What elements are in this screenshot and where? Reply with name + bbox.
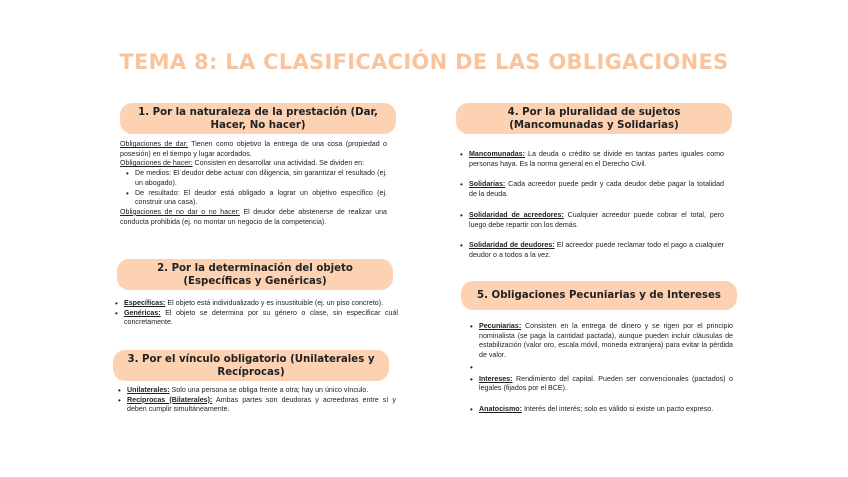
solidarias-text: Cada acreedor puede pedir y cada deudor debe pagar la totalidad de la deuda. (469, 180, 724, 199)
anatocismo-text: Interés del interés; solo es válido si existe un pacto expreso. (521, 404, 714, 413)
section-1-body (120, 140, 387, 227)
pecuniarias-term: Pecuniarias: (479, 322, 522, 330)
obligaciones-no-dar (120, 208, 387, 227)
anatocismo-term: Anatocismo: (479, 404, 522, 413)
acreedores-text: Cualquier acreedor puede cobrar el total, pero luego debe repartir con los demás. (469, 210, 724, 229)
section-2-heading-text: 2. Por la determinación del objeto (Específicas y Genéricas) (157, 262, 353, 287)
hacer-text: Consisten en desarrollar una actividad. Se dividen en: (192, 159, 365, 168)
hacer-term: Obligaciones de hacer: (120, 159, 193, 168)
section-2-body (113, 299, 398, 328)
section-1-heading (120, 103, 396, 134)
section-5-heading-text: 5. Obligaciones Pecuniarias y de Intereses (477, 290, 721, 301)
obligaciones-dar (120, 140, 387, 159)
dar-text: Tienen como objetivo la entrega de una cosa (propiedad o posesión) en el tiempo y lugar acordados. (120, 140, 387, 158)
nodar-text: El deudor debe abstenerse de realizar una conducta prohibida (ej. no montar un negocio de la competencia). (120, 207, 387, 226)
mancomunadas-term: Mancomunadas: (469, 150, 525, 158)
section-5-heading (461, 281, 737, 310)
reciprocas-term: Recíprocas (Bilaterales): (127, 395, 213, 404)
section-3-heading-text: 3. Por el vínculo obligatorio (Unilaterales y Recíprocas) (127, 353, 375, 378)
list-item-mancomunadas (458, 150, 724, 169)
unilaterales-term: Unilaterales: (127, 386, 170, 394)
section-3-heading (113, 350, 389, 381)
list-item-genericas (113, 309, 398, 328)
reciprocas-text: Ambas partes son deudoras y acreedoras entre sí y deben cumplir simultáneamente. (127, 395, 396, 414)
solidarias-term: Solidarias: (469, 180, 506, 189)
nodar-term: Obligaciones de no dar o no hacer: (120, 207, 240, 216)
pecuniarias-text: Consisten en la entrega de dinero y se rigen por el principio nominalista (se paga la cantidad pactada), aunque pueden incluir cláusulas de estabilización (valor oro, escala móvil, moneda extranjera) para evitar la pérdida de valor. (479, 322, 733, 360)
acreedores-term: Solidaridad de acreedores: (469, 210, 564, 219)
genericas-term: Genéricas: (124, 308, 161, 317)
list-item-empty (468, 363, 733, 373)
list-item-solidaridad-acreedores (458, 211, 724, 230)
page-title: TEMA 8: LA CLASIFICACIÓN DE LAS OBLIGACIONES (119, 50, 729, 74)
list-item-anatocismo (468, 405, 733, 415)
section-2-heading (117, 259, 393, 290)
section-4-body (458, 150, 724, 272)
list-item-intereses (468, 375, 733, 394)
obligaciones-hacer (120, 159, 387, 169)
especificas-text: El objeto está individualizado y es insustituible (ej. un piso concreto). (165, 299, 384, 307)
intereses-term: Intereses: (479, 374, 513, 383)
list-item-especificas (113, 299, 398, 309)
section-5-body (468, 322, 733, 415)
list-item-resultado: • De resultado: El deudor está obligado a lograr un objetivo específico (ej. construir una casa). (124, 189, 387, 208)
list-item-medios: • De medios: El deudor debe actuar con diligencia, sin garantizar el resultado (ej. un abogado). (124, 169, 387, 188)
list-item-pecuniarias (468, 322, 733, 361)
especificas-term: Específicas: (124, 299, 166, 307)
mancomunadas-text: La deuda o crédito se divide en tantas partes iguales como personas haya. Es la norma general en el Derecho Civil. (469, 150, 724, 168)
deudores-term: Solidaridad de deudores: (469, 241, 555, 250)
list-item-reciprocas (116, 396, 396, 415)
unilaterales-text: Solo una persona se obliga frente a otra; hay un único vínculo. (169, 386, 369, 394)
list-item-solidaridad-deudores (458, 241, 724, 260)
list-item-unilaterales (116, 386, 396, 396)
section-4-heading (456, 103, 732, 134)
dar-term: Obligaciones de dar: (120, 140, 188, 148)
genericas-text: El objeto se determina por su género o clase, sin especificar cuál concretamente. (124, 308, 398, 327)
section-3-body (116, 386, 396, 415)
section-4-heading-text: 4. Por la pluralidad de sujetos (Mancomunadas y Solidarias) (507, 106, 681, 131)
deudores-text: El acreedor puede reclamar todo el pago a cualquier deudor o a todos a la vez. (469, 241, 725, 259)
intereses-text: Rendimiento del capital. Pueden ser convencionales (pactados) o legales (fijados por el BCE). (479, 374, 733, 393)
list-item-solidarias (458, 180, 724, 199)
hacer-subtypes (124, 169, 387, 208)
section-1-heading-text: 1. Por la naturaleza de la prestación (Dar, Hacer, No hacer) (138, 106, 378, 131)
